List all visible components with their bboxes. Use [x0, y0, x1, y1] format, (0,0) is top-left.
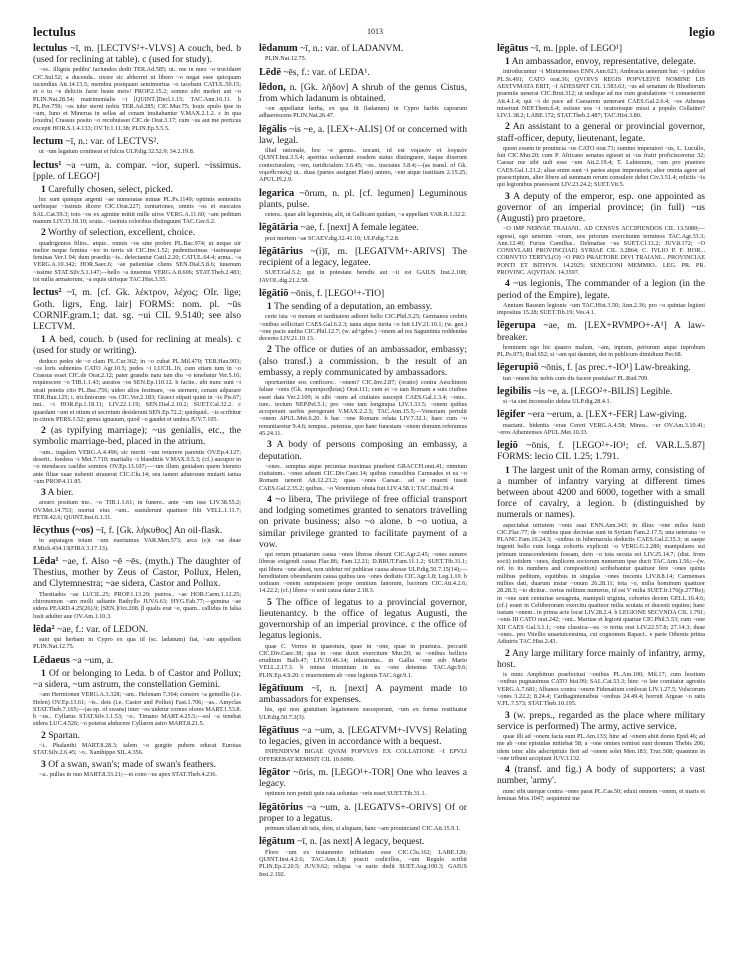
sense-text: Spartan.: [48, 729, 80, 741]
sense-text: The largest unit of the Roman army, consisting of a number of infantry varying at different times between about 4200 and 6000, together with a small force of cavalry, a legion. b (distinguished by numerals or names).: [497, 464, 705, 521]
sense-citations: is nunc Amphitruo praefectust ~onibus PL.Am.100; Mil.17; cum hostium ~onibus pugnauimus CATO hist.99; SAL.Cat.53.3; hinc ~o late comitatur agrestis VERG.A.7.681; Albanos contra ~onem Fidenatium conlocat LIV.1.27.5; Volscorum ~ones 3.22.2; 8.24.4; Carthaginiensibus ~onibus 24.49.4; horruit Argeae ~o ratis V.FL.7.573; STAT.Theb.10.195.: [497, 671, 705, 708]
entry-gloss: ~ōris, m. [LEGO¹+-TOR] One who leaves a legacy.: [259, 767, 467, 790]
column-1: [33, 43, 241, 782]
entry-gloss: ~ae, m. [LEX+RVMPO+-A¹] A law-breaker.: [497, 320, 706, 343]
entry-definition: [259, 124, 467, 146]
entry-gloss: ~a ~um, a. compar. ~ior, superl. ~issimus. [pple. of LEGO²]: [33, 159, 241, 182]
dictionary-entry: [497, 43, 705, 316]
entry-citations: si ~ia sint inconsulto deleta ULP.dig.28.4.1.: [503, 398, 612, 406]
sense-citations: ~O IMP NERVAE TRAIANI.. AD CENSVS ACCIPIENDOS CIL 13.5089;—egressi, ego ueterum ~orum, uos priorum exercituum terminos TAC.Agr.33.3; Ann.12.40; Furius Camillus.. Delmatiae ~us SUET.Cl.13.2; JUV.8.172; ~O CONSVLARI PROVINC(IAE) SYRIAE CIL 3.2864; C. IVLIO P. F. HOR... CORNVTO TERTVL(O) ~O PRO PRAETORE DIVI TRAIANI... PROVINCIAE PONTI ET BITHYN. 14.2925; SENECIONI MEMMIO.. LEG. PR. PR. PROVINC. AQVITAN. 14.3597.: [497, 225, 705, 277]
entry-gloss: n. [Gk. λῆδον] A shrub of the genus Cistus, from which ladanum is obtained.: [259, 81, 467, 104]
entry-definition: [33, 624, 241, 635]
sense-number: 3: [505, 709, 510, 721]
sense-text: ~us legionis, The commander of a legion (in the period of the Empire), legate.: [497, 278, 705, 301]
sense-definition: [259, 439, 467, 461]
entry-citations: tun ~onem hic nobis cum dis facere postulas? PL.Rud.709.: [503, 374, 649, 382]
entry-definition: [259, 802, 467, 824]
entry-citations: PLIN.Nat.12.75.: [265, 55, 307, 63]
entry-definition: [33, 655, 241, 666]
entry-headword: legarica: [259, 187, 295, 199]
entry-headword: lēgātiō: [259, 287, 289, 299]
entry-citations: mactant.. bidentis ~erae Cereri VERG.A.4.58; Minos.. ~er OV.Am.3.10.41; ~eros Athenienses APUL.Met.10.33.: [497, 421, 705, 436]
sense-citations: qui rerum priuatarum causa ~ones liberas obeunt CIC.Agr.2.45; ~ones sumere liberas exigendi causa Flac.86; Fam.12.21; D.BRUT.Fam.11.1.2; SUET.Tib.31.1; qui libera ~one abest, non uidetur rei publicae causa abesse ULP.dig.50.7.15(14);—hereditatum obeundarum causa quibus uos ~ones dedistis CIC.Agr.1.8; Leg.1.10. b uotiuam ~onem sumpsissem prope omnium fanorum, lucorum CIC.Att.4.2.6; 14.22.2; (cf.) libera ~o uoti causa datur 2.18.3.: [259, 550, 467, 595]
entry-citations: post mortem ~ae SCAEV.dig.32.41.10; ULP.dig.7.2.8.: [265, 234, 400, 242]
sense-citations: quae C. Verres in quaestura, quae in ~one, quae in praetura.. peccarit CIC.Div.Caec.38; qua in ~one duxit exercitum Mur.20; se ~onibus bellicis eruditum Balb.47; LIV.10.46.14; inlustratus.. in Gallia ~one sub Mario VELL.2.17.3. b minus triennium in ea ~one detentus TAC.Agr.9.6; PLIN.Ep.4.9.20. c reuertentem ab ~one legionis TAC.Agr.9.1.: [259, 642, 467, 679]
dictionary-entry: [259, 767, 467, 798]
entry-definition: [259, 725, 467, 747]
entry-citations: Thestiados ~ae LUCIL.25; PROP.1.13.29; pueros.. ~ae HOR.Carm.1.12.25; chironomon ~am molli saltante Bathyllo JUV.6.63; HYG.Fab.77;—gemina ~ae sidera PEARD.4.25(26).9; [SEN.]Oct.208. β qualis erat ~e, quam.. callidus in falsa lusit adulter aue OV.Am.1.10.3.: [33, 590, 241, 620]
entry-headword: lēgerupa: [497, 320, 536, 332]
sense-definition: [33, 759, 241, 770]
dictionary-entry: [497, 409, 705, 436]
entry-definition: [259, 67, 467, 78]
dictionary-entry: [259, 124, 467, 184]
dictionary-entry: [33, 136, 241, 156]
sense-definition: [33, 425, 241, 447]
entry-gloss: ~a ~um, a. [LEGATVM+-IVVS] Relating to legacies, given in accordance with a bequest.: [259, 725, 467, 748]
sense-text: An assistant to a general or provincial governor, staff-officer, deputy, lieutenant, legate.: [497, 121, 705, 144]
entry-headword: lectus¹: [33, 159, 62, 171]
sense-citations: quadrigentos filios.. atque.. omnis ~os sine probro PL.Bac.974; ut neque uir melior neque femina ~ior in terris sit CIC.Inv.1.52; pudentissimas ~issimasque feminas Ver.1.94; dum praediis ~is.. delectantur Catil.2.20; CATUL.64.4; arma.. ~a VERG.A.10.342; HOR.Saec.6; ~ae patientiae cliens SEN.Dial.5.8.6; iuuenum ~issime STAT.Silv.5.1.147;—bello ~a iuuentus VERG.A.8.606; STAT.Theb.2.483; tot milia armatorum, ~a equis uirisque TAC.Hist.3.55.: [33, 239, 241, 284]
entry-gloss: ~ae, f. Also ~ē ~ēs. (myth.) The daughter of Thestius, mother by Zeus of Castor, Pollux, Helen, and Clytemnestra; ~ae sidera, Castor and Pollux.: [33, 556, 241, 590]
entry-citations: cetera.. quae alii leguminia, alii, ut Gallicani quidam, ~a appellant VAR.R.1.32.2.: [265, 211, 467, 218]
sense-citations: deduco pedes de ~o clam PL.Cur.362; in ~o cubat PL.Mil.470; TER.Hau.903; ~os loris subtentos CATO Agr.10.5; pedes ~i LUCIL.16; cum etiam tum in ~o Crassus esset CIC.de Orat.2.12; pater grandis natu iam diu ~o tenebatur Ver.5.16; requiescere ~o TIB.1.1.43; auratos ~os SEN.Ep.110.12. b facite.. ubi nunc sunt ~i strati potetis cito PL.Bac.756; uideo alios festinare, ~os sternere, cenam adparare TER.Hau.125; i. tricliniorum ~os CIC.Ver.2.183; Graeci stipati quini in ~is Pis.67; imi.. ~i HOR.Ep.1.18.11; LIV.22.1.19; SEN.Dial.2.10.2; SUET.Cal.32.2. c quaedam ~um et otium et secretum desiderant SEN.Ep.72.2; quidquid.. ~is scribitur in citreis PERS.1.52; genus ignauum, quod ~o gaudet et umbra JUV.7.105.: [33, 357, 241, 423]
sense-number: 1: [41, 667, 46, 679]
dictionary-entry: [259, 683, 467, 721]
dictionary-entry: [259, 288, 467, 679]
entry-headword: lēda²: [33, 623, 55, 635]
sense-definition: [497, 278, 705, 300]
entry-headword: Lēda¹: [33, 556, 59, 568]
entry-definition: [33, 525, 241, 536]
sense-number: 1: [41, 334, 46, 346]
left-guide-word: lectulus: [33, 24, 76, 39]
sense-definition: [259, 597, 467, 642]
entry-citations: ut ~um legatum contineat et fulcra ULP.dig.32.52.9; 34.2.19.8.: [39, 148, 195, 156]
sense-definition: [33, 730, 241, 741]
sense-citations: ~i.. Phalanthi MART.8.28.3; talem ~o gurgite pubem educat Eurotas STAT.Silv.2.6.45; ~o.. Xanthippo SIL.4.356.: [33, 741, 241, 757]
sense-citations: introducuntur ~i Minturnenses ENN.Ann.623; Ambracia uenerunt huc ~i publice PL.St.491; CATO orat.36; QVOIVS REGIS POPVLEIVE NOMINE LIS AESTVMATA ERIT, ~I ADESSINT CIL 1.583.63; ~us ad senatum de Rhodiorum praemiis uenerat CIC.Brut.312; ut undique ad me cum gratulatione ~i conuenerint Att.4.1.4; qui ~i de pace ad Caesarem uenerant CAES.Gal.2.6.4; ~os Athenas miserunt NEP.Them.6.4; estisne uos ~i oratoresque missi a populo Collatino? LIV.1.38.2; LABE.172; STAT.Theb.2.487; TAC.Hist.3.80.: [497, 68, 705, 120]
sense-number: 3: [267, 439, 272, 451]
dictionary-entry: [259, 725, 467, 763]
sense-number: 1: [41, 183, 46, 195]
dictionary-entry: [497, 362, 705, 382]
sense-number: 3: [41, 487, 46, 499]
sense-text: ~o libera, The privilege of free official transport and lodging sometimes granted to senators travelling on private business; also ~o alone. b ~o uotiua, a similar privilege granted to facilitate payment of a vow.: [259, 493, 467, 550]
sense-number: 1: [267, 301, 272, 312]
entry-citations: his, qui non gratuitam legationem susceperunt, ~um ex forma restituatur ULP.dig.50.7.3(3).: [259, 706, 467, 721]
entry-definition: [259, 246, 467, 268]
sense-number: 3: [505, 190, 510, 202]
sense-definition: [497, 191, 705, 225]
entry-definition: [33, 287, 241, 332]
entry-citations: primum ullam ab istis, dein, si aliquam, hanc ~am prouinciam! CIC.Att.15.9.1.: [265, 825, 461, 833]
sense-definition: [497, 648, 705, 670]
dictionary-entry: [259, 188, 467, 219]
column-3: [497, 43, 705, 806]
entry-headword: Lēdē: [259, 66, 281, 78]
dictionary-entry: [33, 160, 241, 284]
entry-headword: lectulus: [33, 43, 68, 54]
entry-citations: SUET.Gal.5.2; qui in potestate heredis aut ~ii est GAIUS Inst.2.108; JAVOL.dig.21.2.58.: [259, 269, 467, 284]
sense-definition: [497, 710, 705, 732]
dictionary-entry: [259, 222, 467, 242]
sense-definition: [33, 184, 241, 195]
entry-gloss: ~ōnis, f. [LEGO¹+-TIO]: [290, 287, 385, 299]
page-number: 1013: [367, 27, 383, 36]
entry-gloss: ~(i)ī, m. [LEGATVM+-ARIVS] The recipient of a legacy, legatee.: [259, 245, 467, 268]
running-header: [0, 0, 750, 40]
entry-headword: lēgālis: [259, 123, 287, 135]
sense-number: 3: [41, 758, 46, 770]
dictionary-entry: [259, 802, 467, 833]
entry-definition: [497, 320, 705, 342]
right-guide-word: legio: [689, 24, 715, 39]
entry-definition: [497, 386, 705, 397]
entry-gloss: ~is ~e, a. [LEGO²+-BILIS] Legible.: [533, 385, 673, 397]
sense-text: The sending of a deputation, an embassy.: [274, 301, 433, 312]
entry-headword: lectus²: [33, 287, 62, 299]
entry-gloss: ~ae, f.: var. of LEDON.: [57, 623, 148, 635]
sense-definition: [259, 344, 467, 378]
sense-number: 2: [267, 344, 272, 356]
dictionary-entry: [33, 556, 241, 620]
sense-text: A bed, couch. b (used for reclining at meals). c (used for study or writing).: [33, 334, 241, 357]
entry-definition: [259, 288, 467, 299]
entry-definition: [33, 556, 241, 590]
sense-text: A deputy of the emperor, esp. one appointed as governor of an imperial province; (in full) ~us (Augusti) pro praetore.: [497, 190, 705, 225]
entry-headword: Lēdaeus: [33, 654, 70, 666]
dictionary-entry: [33, 624, 241, 651]
entry-headword: lēgātīuum: [259, 683, 304, 695]
entry-definition: [33, 160, 241, 182]
entry-definition: [259, 188, 467, 210]
entry-gloss: ~a ~um, a.: [72, 654, 114, 666]
sense-citations: ~ones.. sumptus atque pecunias maximas praebent GRACCH.orat.41; omnium ciuitatum.. ~ones adsunt CIC.Div.Caec.14; quibus consulibus Carneades et ea ~o Romam uenerit Att.12.23.2; quas ~ones Caesar.. ad se reuerti iussit CAES.Gal.2.35.2; quibus.. ~o Veientium obuia fuit LIV.4.58.1; TAC.Dial.39.4.: [259, 462, 467, 492]
sense-citations: aspectabat uirtutem ~onis suai ENN.Ann.343; in illius ~one miles fuisti CIC.Flac.77; de ~onibus quae decretae sunt in Syriam Fam.2.17.5; una ueterana ~o PLANC.Fam.10.24.3; ~onibus in hibernacula deductis CAES.Gal.2.35.3; ut saepe ingenti bello cum longa cohortis explicuit ~o VERG.G.2.280; manipulares sui primum transcendentem fossam, dein ~o tota secuta est LIV.25.14.7; (dist. from socii) totidem ~ones, duplicem sociorum numerum ipse ducit TAC.Ann.1.56;—(w. ref. to its numbers and composition) scribebantur quattuor fere ~ones quinis milibus peditum, equitibus in singulas ~ones trecenis LIV.8.8.14; Carmenses milites dati, duarum instar ~onum 26.28.11; tota ~o, milia hominum quattuor 28.28.3; ~io dicitur.. certus militum numerus, id est V milia SUET.fr.176(p.277Re); in ~one sunt centuriae sexaginta, manipuli triginta, cohortes decem GELL.16.4.6; (cf.) erant in Celtiberorum exercitu quattuor milia scutata et ducenti equites; hanc iustam ~onem.. in prima acie locat LIV.28.2.4. b LEGIONE SECVNDA CIL 1.791; ~onis III CATO orat.242; ~oni.. Martiae et legioni quartae CIC.Phil.5.53; cum ~one XII CAES Gal.3.1.1; ~one classica—ea ~o tertia erat LIV.22.57.8; 27.14.3; duae ~ones.. pro Vitellio unaetuicensima, cui cognomen Rapaci.. e parte Othonis prima Adiutrix TAC.Hist.2.43.: [497, 521, 705, 646]
sense-definition: [33, 334, 241, 356]
sense-number: 4: [267, 493, 272, 505]
sense-text: The office of legatus to a provincial governor, lieutenantcy. b the office of legatus Augusti, the governorship of an imperial province. c the office of legatus legionis.: [259, 596, 467, 642]
sense-citations: certe ista ~o moram et tarditatem adferet bello CIC.Phil.5.25; Germanos crebris ~onibus sollicitari CAES.Gal.6.2.3; uana atque inrita ~o fuit LIV.21.10.1; (w. gen.) ~one pacis audita CIC.Phil.12.7; (w. ad+gdve.) ~onem ad res Saguntinis reddendas decerno LIV.21.10.13.: [259, 313, 467, 343]
sense-definition: [497, 56, 705, 67]
entry-headword: lēgerupiō: [497, 362, 539, 374]
sense-citations: quom essem in prouincia ~us CATO orat.73; summo imperatori ~us, L. Lucullo, fuit CIC.Mur.20; cum P. Africano senatus egisset ut ~us fratri proficisceretur 32; Caesar me sibi uult esse ~um Att.2.19.4; T. Labienum, ~um pro praetore CAES.Gal.1.21.2; aliae enim sunt ~i partes atque imperatoris; alter omnia agere ad praescriptum, alter libere ad summam rerum consulere debet Civ.3.51.4; relictis ~is qui legionibus praeessent LIV.23.24.2; SUET.Vit.5.: [497, 144, 705, 189]
sense-text: (w. preps., regarded as the place where military service is performed) The army, active service.: [497, 709, 705, 732]
sense-text: Of a swan, swan's; made of swan's feathers.: [48, 758, 217, 770]
sense-number: 2: [505, 647, 510, 659]
sense-text: A body of persons composing an embassy, a deputation.: [259, 439, 467, 462]
entry-definition: [497, 409, 705, 420]
sense-number: 4: [505, 764, 510, 776]
dictionary-entry: [497, 320, 705, 358]
sense-text: (transf. and fig.) A body of supporters; a vast number, 'army'.: [497, 764, 705, 787]
sense-citations: hic sunt quinque argenti ~ae numeratae minae PL.Ps.1149; optimis sententiis uerbisque ~issimis dicere CIC.Orat.227; centuriones, omnis ~os et euocatos SAL.Cat.59.3; toto ~os ex agmine mittit mille uiros VERG.A.11.60; ~am peditum manum LIV.33.18.10; scuta.. ~issimis coloribus distinguunt TAC.Ger.6.2.: [33, 196, 241, 226]
sense-number: 2: [505, 121, 510, 133]
entry-gloss: ~ī, f. [Gk. λήκυθος] An oil-flask.: [95, 525, 223, 537]
entry-definition: [259, 683, 467, 705]
entry-citations: ~os.. illignis pedibu' faciundos dedit TER.Ad.585; ut.. me in meo ~o trucidaret CIC.Sul.52; a ducenda.. uxore sic abhorret ut libero ~o negat esse quicquam iucundius Att.14.13.5; membra postquam semimortua ~o iacebant CATUL.50.15; et o tu ~e deliciis facte beate meis! PROP.2.15.2; somno sibi mederi aut ~o PLIN.Nat.28.54; matrimonialis ~i [QUINT.]Decl.1.15; TAC.Ann.16.11. b PL.Per.759; ~os iube sterni nobis TER.Ad.285; CIC.Mur.75; Iouis epulo ipse in ~um, Iuno et Minerua in sellas ad cenam inuitabantur V.MAX.2.1.2. c in qua [exedra] Crassus posito ~o recubuisset CIC.de Orat.3.17; cum ~us aut me porticus excepit HOR.S.1.4.133; OV.Tr.1.11.38; PLIN.Ep.5.5.5.: [33, 66, 241, 132]
sense-text: Carefully chosen, select, picked.: [48, 183, 173, 195]
column-2: [259, 43, 467, 882]
sense-citations: ~um.. iugalem VERG.A.4.496; sic meriti ~um reuerere parentis OV.Ep.4.127; deserti.. foedera ~i Met.7.710; maritalis ~i blanditiis V.MAX.9.5.3; (cf.) aucupor in ~o mendaces caelibe somnos OV.Ep.13.107;—~um illum genialem quem biennio ante filiae suae nubenti strauerat CIC.Clu.14; seu tamen aduersum mutarit ianua ~um PROP.4.11.85.: [33, 448, 241, 485]
sense-definition: [497, 121, 705, 143]
entry-definition: [497, 43, 705, 54]
dictionary-entry: [259, 67, 467, 78]
entry-gloss: ~era ~erum, a. [LEX+-FER] Law-giving.: [527, 409, 687, 421]
sense-citations: nunc sibi uterque contra ~ones parat PL.Cas.50; eduxi omnem ~onem, et maris et feminas Mos.1047; sequimini me: [497, 787, 705, 802]
dictionary-entry: [259, 82, 467, 120]
entry-gloss: ~ī, m. [cf. Gk. λέκτρον, λέχος; OIr. lige; Goth. ligrs, Eng. lair] FORMS: nom. pl. ~ūs CORNIF.gram.1; dat. sg. ~ui CIL 9.5140; see also LECTVM.: [33, 287, 241, 332]
entry-citations: INPENDIVM BIGAE QVAM POPVLVS EX COLLATIONE ~I EPVLI OFFEREBAT REMISIT CIL 10.6090.: [259, 748, 467, 763]
sense-definition: [33, 227, 241, 238]
sense-text: Worthy of selection, excellent, choice.: [48, 227, 196, 239]
sense-citations: quae illi ad ~onem facta sunt PL.Am.133; hinc ad ~onem abiit domo Epid.46; ad me ab ~one epistulas mittebat 58; a ~one omnes remissi sunt domum Thebis 206; idem istuc aliis adscriptiuis fieri ad ~onem solet Men.183; Truc.508; quantum in ~one tribuni accipiunt JUV.3.132.: [497, 732, 705, 762]
sense-definition: [33, 487, 241, 498]
entry-gloss: ~ī, n.: var. of LADANVM.: [300, 43, 404, 54]
sense-number: 1: [505, 56, 510, 68]
sense-number: 2: [41, 425, 46, 437]
entry-citations: Floro ~um ex testamento infitiatum esse CIC.Clu.162; LABE.120; QUINT.Inst.4.2.6; TAC.Ann.1.8; poscit codicillos, ~um Regulo scribit PLIN.Ep.2.20.5; JUV.9.62; reliqua ~a uarie dedit SUET.Aug.100.3; GAIUS Inst.2.192.: [259, 848, 467, 878]
entry-definition: [259, 82, 467, 104]
entry-gloss: ~ōnis, f. [LEGO²+-IO¹; cf. VAR.L.5.87] FORMS: lecio CIL 1.25; 1.791.: [497, 440, 705, 463]
entry-definition: [259, 836, 467, 847]
entry-citations: ~on appellatur herba, ex qua fit (ladanum) in Cypro barbis caprarum adhaerescens PLIN.Nat.26.47.: [259, 105, 467, 120]
entry-headword: lēcythus (~os): [33, 525, 94, 537]
sense-definition: [259, 301, 467, 312]
entry-headword: lēgātum: [259, 836, 295, 848]
entry-citations: in asparagos totam ~um euertamus VAR.Men.573; arca (e)t ~ae duae P.Mich.434.13(FIRA 3.17.13).: [33, 537, 241, 552]
entry-definition: [497, 440, 705, 462]
entry-citations: illud rationale, hoc ~e genus.. uocant, id est νομικὸν et λογικὸν QUINT.Inst.3.5.4; apertius uoluerunt eosdem status distinguere, itaque dixerunt coniecturalem, ~em, iuridicialem 3.6.45; ~es.. tractatus 3.8.4;—(as transl. of Gk. νομοθετικός) ut.. duas (partes assignet Plato) animo, ~em atque iustitiam 2.15.25; APUL.Pl.2.9.: [259, 147, 467, 184]
dictionary-entry: [259, 43, 467, 63]
sense-citations: ~a.. pullus in ouo MART.8.33.21;—et cono ~us apex STAT.Theb.4.236.: [39, 770, 217, 778]
entry-gloss: ~ī, n. [as next] A legacy, bequest.: [297, 836, 425, 848]
dictionary-entry: [33, 43, 241, 132]
entry-gloss: ~is ~e, a. [LEX+-ALIS] Of or concerned with law, legal.: [259, 123, 467, 146]
entry-headword: lēdon,: [259, 81, 286, 93]
entry-gloss: ~a ~um, a. [LEGATVS+-ORIVS] Of or proper to a legatus.: [259, 801, 467, 824]
entry-citations: optinere non potuit quin rata uoluntas ~oris esset SUET.Tib.31.1.: [265, 790, 427, 798]
entry-headword: lēgifer: [497, 409, 526, 421]
sense-number: 5: [267, 596, 272, 608]
entry-gloss: ~ī, n. [next] A payment made to ambassadors for expenses.: [259, 683, 468, 706]
entry-definition: [33, 43, 241, 65]
sense-citations: Annium Bassum legionis ~um TAC.Hist.3.50; Ann.2.36; pro ~o quintae legioni impositus 15.28; SUET.Tib.19; Ves.4.1.: [497, 301, 705, 317]
sense-number: 4: [505, 278, 510, 290]
dictionary-entry: [497, 440, 705, 802]
sense-text: Any large military force mainly of infantry, army, host.: [497, 647, 705, 670]
entry-gloss: ~ī, n.: var. of LECTVS².: [65, 136, 159, 148]
sense-citations: ~am Hermionen VERG.A.3.328; ~am.. Helenam 7.364; consors ~a gemellis (i.e. Helen) OV.Ep.13.61; ~is.. deis (i.e. Castor and Pollux) Fast.1.706; ~as.. Amyclas STAT.Theb.7.165;—(as ep. of swans) inter ~os uidetur cornus olores MART.1.53.8. b ~us.. Cyllarus STAT.Silv.1.1.53; ~o.. Timano MART.4.25.5;—sol ~a tenebat sidera LUC.4.526; ~o poteras abducere Cyllaron astro MART.8.21.5.: [33, 691, 241, 728]
sense-text: A bier.: [47, 487, 74, 499]
entry-headword: lēdanum: [259, 43, 298, 54]
entry-headword: lēgātāria: [259, 222, 299, 234]
sense-number: 2: [41, 729, 46, 741]
entry-definition: [259, 222, 467, 233]
sense-text: Of or belonging to Leda. b of Castor and Pollux; ~a sidera, ~um astrum, the constellation Gemini.: [33, 667, 241, 691]
entry-headword: legiō: [497, 440, 518, 452]
entry-headword: lēgātōrius: [259, 801, 303, 813]
sense-definition: [33, 668, 241, 690]
entry-gloss: ~ōrum, n. pl. [cf. legumen] Leguminous plants, pulse.: [259, 187, 467, 210]
entry-gloss: ~ēs, f.: var. of LEDA¹.: [283, 66, 370, 78]
sense-number: 1: [505, 464, 510, 476]
entry-definition: [259, 767, 467, 789]
dictionary-entry: [33, 655, 241, 778]
entry-citations: hominem ego hic quaero malum, ~am, inpium, periurum atque inprobum PL.Ps.975; Rud.652; si ~am qui damnet, det in publicum dimidium Per.68.: [497, 343, 705, 359]
sense-text: (as typifying marriage); ~us genialis, etc., the symbolic marriage-bed, placed in the atrium.: [33, 425, 241, 448]
entry-definition: [33, 136, 241, 147]
sense-text: The office or duties of an ambassador, embassy; (also transf.) a commission. b the result of an embassy, a reply communicated by ambassadors.: [259, 344, 467, 378]
entry-citations: sunt qui herbam in Cypro ex qua id (sc. ladanum) fiat, ~am appellent PLIN.Nat.12.75.: [33, 636, 241, 651]
entry-headword: lēgātīuus: [259, 725, 299, 737]
entry-gloss: ~ī, m. [LECTVS²+-VLVS] A couch, bed. b (used for reclining at table). c (used for study).: [33, 43, 242, 66]
sense-definition: [497, 465, 705, 521]
entry-headword: lēgātārius: [259, 245, 303, 257]
sense-citations: oportueritne eos conficere.. ~onem? CIC.Inv.2.87; (oratio) contra Aeschinem falsae ~onis (Gk. παραπρεσβείας) Orat.111; cum ei ~o iam Romam a suis ciuibus esset data Ver.2.109; is sibi ~nem ad ciuitates suscepit CAES.Gal.1.3.4; ~onis.. iure.. tectum NEP.Pel.5.1; pro ~one tam longinqua LIV.3.33.5; ~onem quibus acceperant uerbis peregerant V.MAX.2.2.5; TAC.Ann.15.5;—Veneriam pertulit ~onem APUL.Met.6.20. b hac ~one Romam relata LIV.7.32.1; haec cum ~o renuntiaretur 9.4.6; tempus.. petemus, quo hanc funestam ~onem domum referamus 45.24.11.: [259, 379, 467, 438]
entry-headword: lēgātus: [497, 43, 529, 54]
dictionary-entry: [259, 246, 467, 284]
entry-gloss: ~ae, f. [next] A female legatee.: [300, 222, 419, 234]
entry-definition: [497, 362, 705, 373]
dictionary-entry: [33, 525, 241, 552]
sense-definition: [497, 764, 705, 786]
entry-gloss: ~ī, m. [pple. of LEGO¹]: [530, 43, 623, 54]
sense-definition: [259, 494, 467, 550]
dictionary-entry: [33, 287, 241, 521]
entry-headword: legibilis: [497, 385, 532, 397]
sense-number: 2: [41, 227, 46, 239]
dictionary-entry: [259, 836, 467, 877]
entry-gloss: ~ōnis, f. [as prec.+-IO¹] Law-breaking.: [540, 362, 691, 374]
sense-citations: arsuro positum me.. ~o TIB.1.1.61; in funere.. ante ~um isse LIV.38.55.2; OV.Met.14.753; mortui eius ~um.. sustulerunt quattuor filii VELL.1.11.7; PETR.42.6; QUINT.Inst.6.1.31.: [33, 499, 241, 521]
sense-text: An ambassador, envoy, representative, delegate.: [511, 56, 697, 68]
entry-definition: [259, 43, 467, 54]
entry-headword: lēgātor: [259, 767, 291, 779]
dictionary-entry: [497, 386, 705, 406]
entry-headword: lectum: [33, 136, 64, 148]
